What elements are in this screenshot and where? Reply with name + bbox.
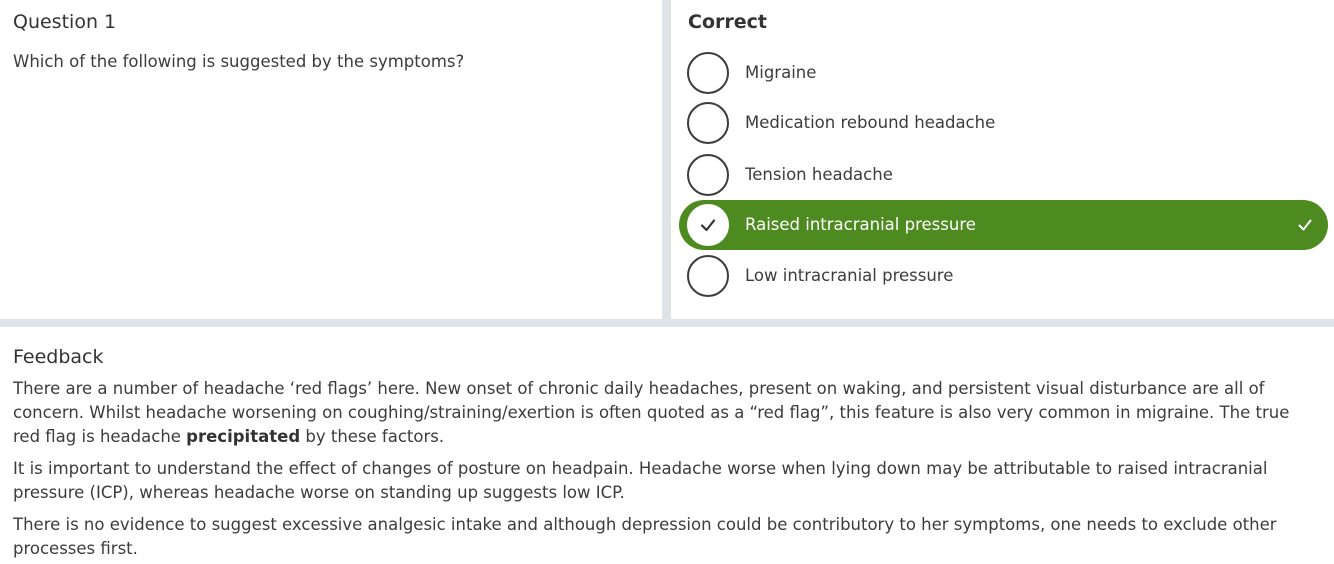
option-label: Raised intracranial pressure — [745, 215, 976, 234]
feedback-emphasis: precipitated — [186, 427, 301, 446]
option-low-intracranial-pressure[interactable] — [679, 251, 1328, 301]
question-title: Question 1 — [13, 11, 117, 33]
correct-check-icon — [1298, 218, 1312, 232]
feedback-paragraph-3: There is no evidence to suggest excessive analgesic intake and although depression could be contributory to her symptoms, one needs to exclude other processes first. — [13, 515, 1277, 558]
option-raised-intracranial-pressure[interactable] — [679, 200, 1328, 250]
answer-panel — [671, 0, 1334, 319]
option-label: Low intracranial pressure — [745, 266, 954, 285]
question-text: Which of the following is suggested by the symptoms? — [13, 52, 465, 71]
radio-button[interactable] — [687, 52, 729, 94]
option-migraine[interactable] — [679, 48, 1328, 98]
option-medication-rebound-headache[interactable] — [679, 98, 1328, 148]
radio-button[interactable] — [687, 102, 729, 144]
radio-button[interactable] — [687, 255, 729, 297]
feedback-title: Feedback — [13, 346, 104, 368]
option-label: Tension headache — [745, 165, 893, 184]
option-label: Migraine — [745, 63, 817, 82]
radio-button[interactable] — [687, 154, 729, 196]
checkmark-icon — [700, 217, 716, 233]
feedback-paragraph-2: It is important to understand the effect of changes of posture on headpain. Headache worse when lying down may be attributable to raised intracranial pressure (ICP), whereas headache worse on standing up suggests low ICP. — [13, 459, 1268, 502]
option-label: Medication rebound headache — [745, 113, 996, 132]
radio-button-checked[interactable] — [687, 204, 729, 246]
feedback-paragraph-1 — [13, 377, 1321, 449]
feedback-text: There are a number of headache ‘red flags’ here. New onset of chronic daily headaches, present on waking, and persistent visual disturbance are all of concern. Whilst headache worsening on coughing/straining/exertion is often quoted as a “red flag”, this feature is also very common in migraine. The true red flag is headache — [13, 379, 1290, 446]
result-label: Correct — [688, 11, 767, 33]
option-tension-headache[interactable] — [679, 150, 1328, 200]
question-panel — [0, 0, 662, 319]
feedback-text: by these factors. — [300, 427, 445, 446]
feedback-panel — [0, 327, 1334, 564]
